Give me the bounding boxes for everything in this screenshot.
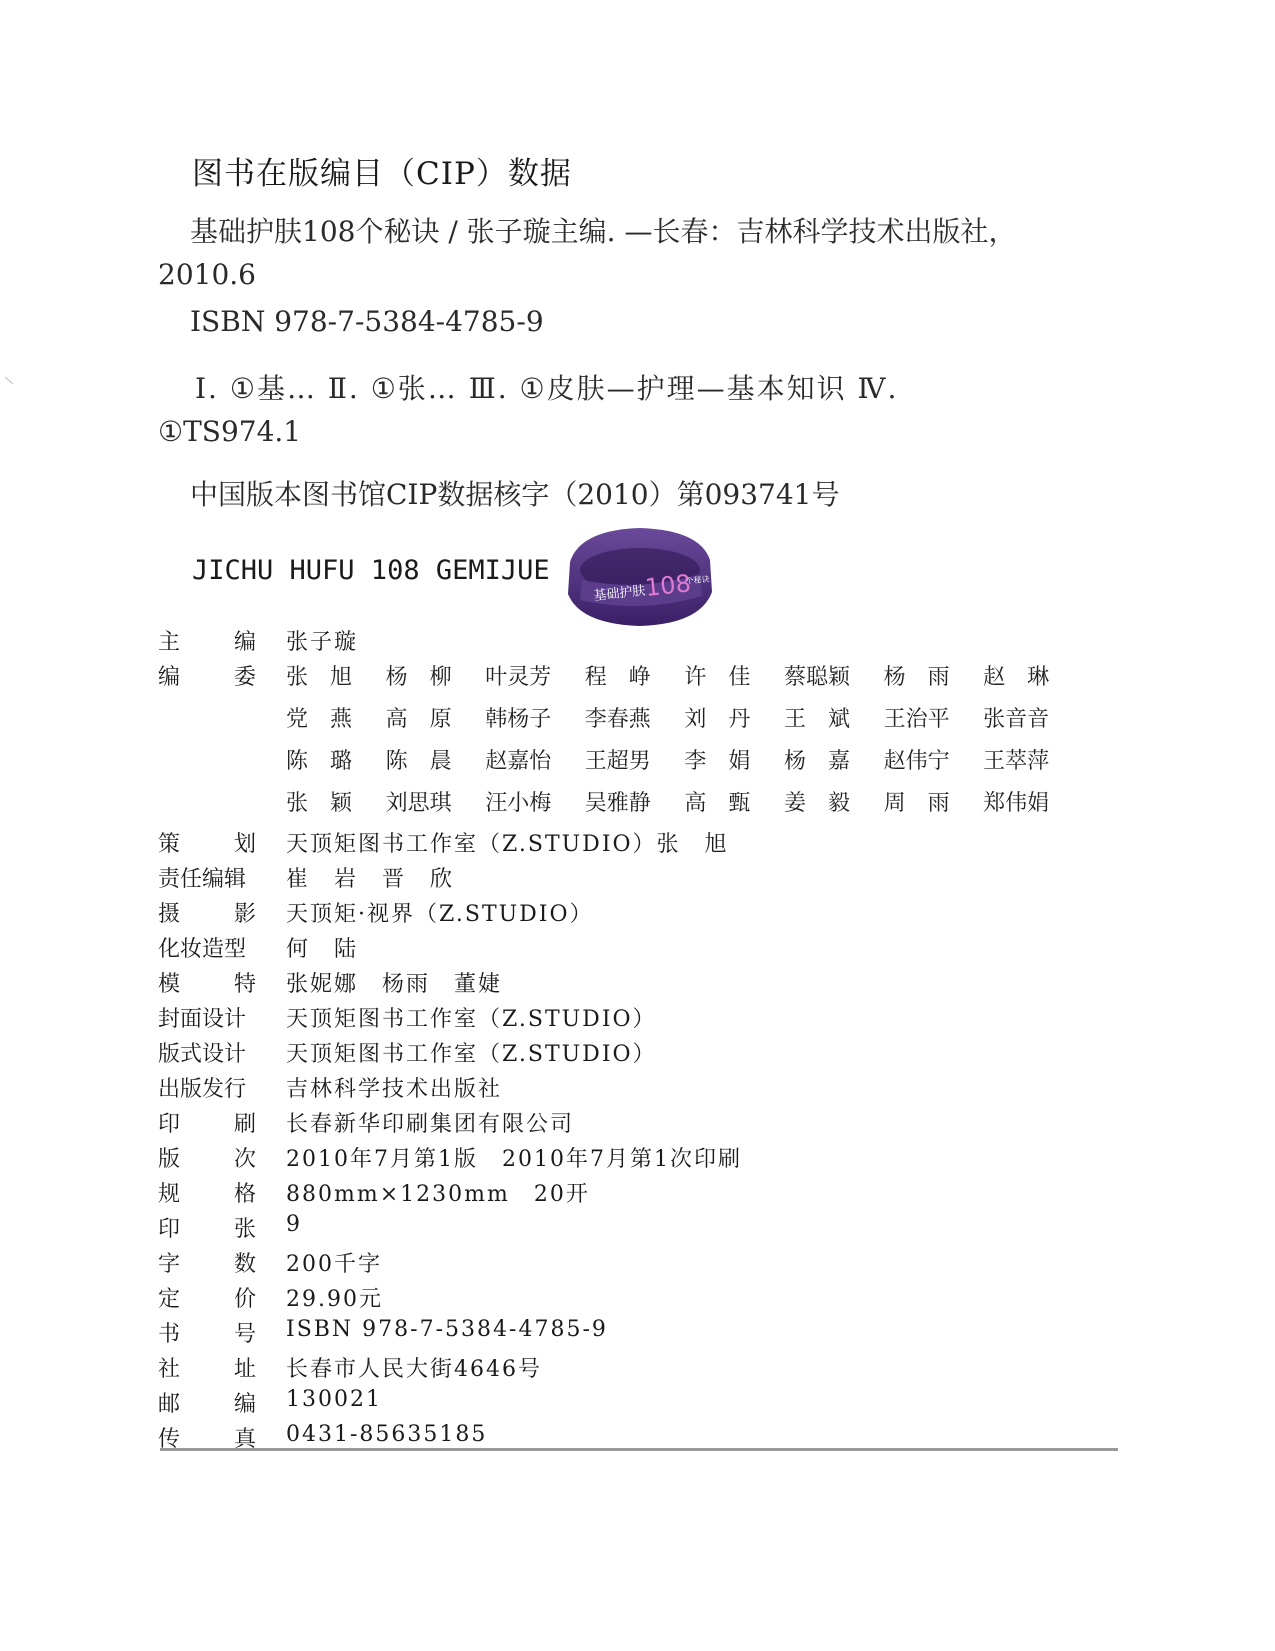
credits-block: [158, 625, 1118, 1457]
credit-format: 规 格 880mm×1230mm 20开: [158, 1182, 590, 1207]
credit-words: 字 数 200千字: [158, 1252, 382, 1277]
editor-name: 刘 丹: [684, 707, 751, 732]
credit-book-number: 书 号 ISBN 978-7-5384-4785-9: [158, 1317, 608, 1347]
headband-text-number: 108: [643, 569, 693, 602]
credit-chief-editor: 主 编 张子璇: [158, 630, 359, 655]
scan-mark: [5, 377, 13, 384]
cip-isbn: ISBN 978-7-5384-4785-9: [190, 305, 544, 338]
credit-makeup: 化妆造型 何 陆: [158, 937, 359, 962]
editor-name: 陈 晨: [385, 749, 452, 774]
editor-name: 周 雨: [883, 791, 950, 816]
editor-name: 赵伟宁: [883, 749, 950, 774]
credit-models: 模 特 张妮娜 杨雨 董婕: [158, 972, 503, 997]
editor-name: 蔡聪颖: [783, 665, 850, 690]
credit-responsible-editor: 责任编辑 崔 岩 晋 欣: [158, 867, 455, 892]
credit-address: 社 址 长春市人民大街4646号: [158, 1357, 542, 1382]
cip-classification-code: ①TS974.1: [158, 415, 302, 448]
editor-name: 李 娟: [684, 749, 751, 774]
editor-name: 许 佳: [684, 665, 751, 690]
editor-name: 党 燕: [286, 707, 353, 732]
editor-name: 刘思琪: [385, 791, 452, 816]
editor-name: 王超男: [584, 749, 651, 774]
credit-editorial-board: 编 委 张 旭 杨 柳 叶灵芳 程 峥 许 佳 蔡聪颖 杨 雨 赵 琳 党 燕 高 原 韩杨子 李春燕 刘 丹 王 斌 王治平 张音音 陈 璐 陈 晨 赵嘉怡 王超男 李 娟 杨 嘉 赵伟宁 王萃萍 张 颖 刘思琪 汪小梅 吴雅静 高 甄 姜 毅 周 雨 郑伟娟: [158, 660, 1118, 817]
editor-name: 赵 琳: [983, 665, 1050, 690]
editor-name: 陈 璐: [286, 749, 353, 774]
editor-name: 郑伟娟: [983, 791, 1050, 816]
credit-edition: 版 次 2010年7月第1版 2010年7月第1次印刷: [158, 1147, 742, 1172]
editor-name: 张 颖: [286, 791, 353, 816]
headband-text-main: 基础护肤: [592, 583, 647, 604]
editor-name-grid: [286, 660, 1083, 817]
cip-verification: 中国版本图书馆CIP数据核字（2010）第093741号: [190, 478, 840, 511]
editor-name: 杨 雨: [883, 665, 950, 690]
editor-name: 高 甄: [684, 791, 751, 816]
editor-name: 王 斌: [783, 707, 850, 732]
bottom-divider: [160, 1448, 1118, 1451]
credit-layout-design: 版式设计 天顶矩图书工作室（Z.STUDIO）: [158, 1042, 657, 1067]
credit-printing: 印 刷 长春新华印刷集团有限公司: [158, 1112, 575, 1137]
headband-text-small: 个秘诀: [685, 574, 711, 586]
editor-name: 吴雅静: [584, 791, 651, 816]
credit-postcode: 邮 编 130021: [158, 1387, 382, 1417]
credit-cover-design: 封面设计 天顶矩图书工作室（Z.STUDIO）: [158, 1007, 657, 1032]
cip-book-line: 基础护肤108个秘诀 / 张子璇主编. —长春：吉林科学技术出版社，: [190, 215, 1017, 248]
credit-sheets: 印 张 9: [158, 1212, 302, 1242]
editor-name: 杨 柳: [385, 665, 452, 690]
cip-classification: Ⅰ. ①基… Ⅱ. ①张… Ⅲ. ①皮肤—护理—基本知识 Ⅳ.: [195, 372, 899, 405]
editor-name: 叶灵芳: [485, 665, 552, 690]
editor-name: 赵嘉怡: [485, 749, 552, 774]
pinyin-title: JICHU HUFU 108 GEMIJUE: [192, 555, 550, 586]
editor-name: 王萃萍: [983, 749, 1050, 774]
headband-image: [560, 522, 718, 630]
editor-name: 汪小梅: [485, 791, 552, 816]
credit-photography: 摄 影 天顶矩·视界（Z.STUDIO）: [158, 902, 594, 927]
editor-name: 王治平: [883, 707, 950, 732]
editor-name: 杨 嘉: [783, 749, 850, 774]
cip-title: 图书在版编目（CIP）数据: [192, 156, 572, 192]
credit-price: 定 价 29.90元: [158, 1287, 383, 1312]
editor-name: 姜 毅: [783, 791, 850, 816]
cip-date: 2010.6: [158, 258, 256, 291]
editor-name: 张 旭: [286, 665, 353, 690]
editor-name: 程 峥: [584, 665, 651, 690]
editor-name: 张音音: [983, 707, 1050, 732]
credit-fax: 传 真 0431-85635185: [158, 1422, 488, 1452]
credit-planning: 策 划 天顶矩图书工作室（Z.STUDIO）张 旭: [158, 832, 729, 857]
editor-name: 李春燕: [584, 707, 651, 732]
editor-name: 高 原: [385, 707, 452, 732]
credit-publisher: 出版发行 吉林科学技术出版社: [158, 1077, 503, 1102]
editor-name: 韩杨子: [485, 707, 552, 732]
